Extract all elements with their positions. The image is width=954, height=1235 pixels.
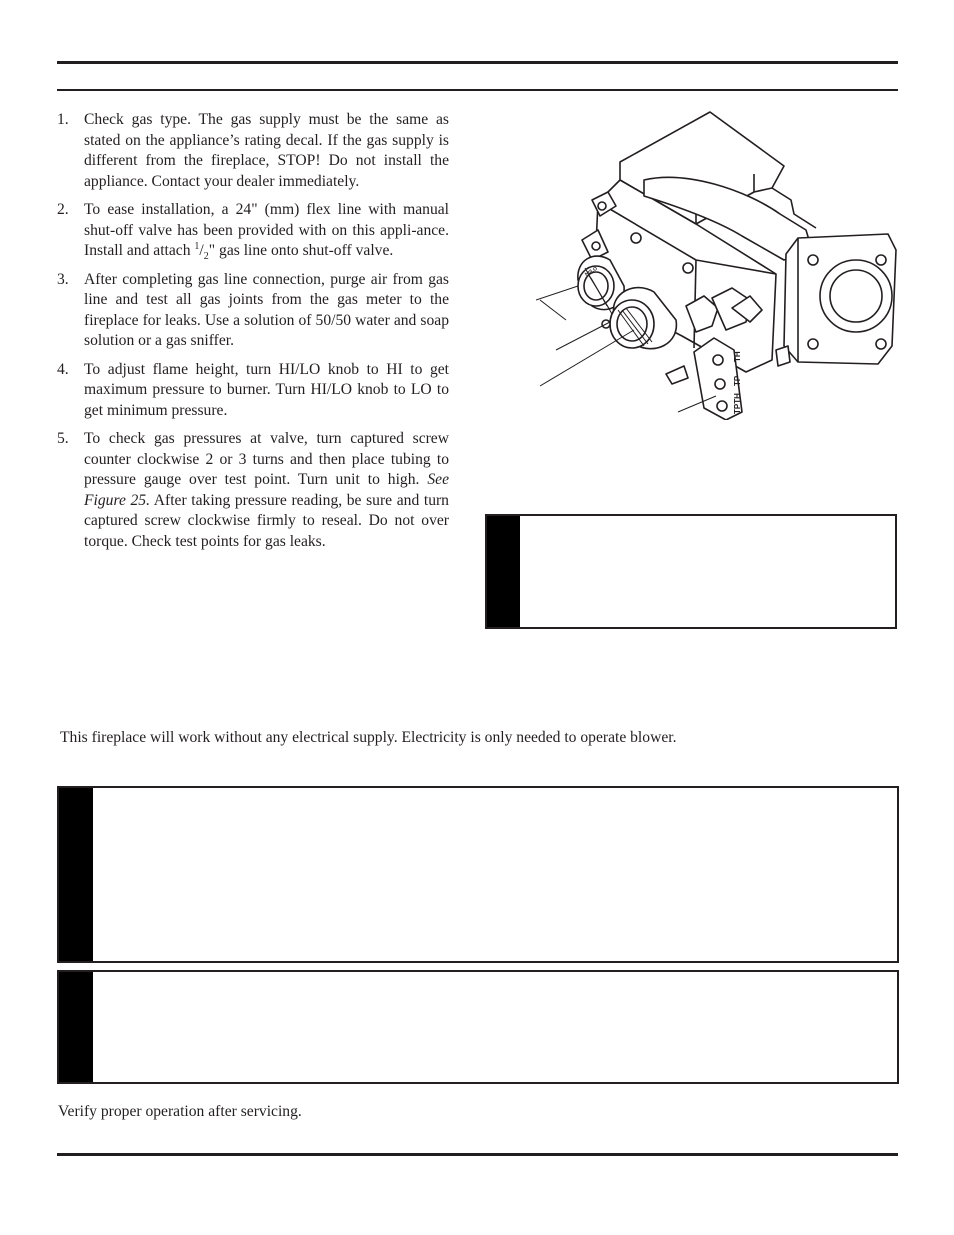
step-text: After completing gas line connection, purge air from gas line and test all gas joints from the gas meter to the fireplace for leaks. Use a solution of 50/50 water and soap solution or a gas sniffer. <box>84 270 449 349</box>
step-item <box>57 360 449 422</box>
step-text: Check gas type. The gas supply must be the same as stated on the appliance’s rating decal. If the gas supply is different from the fireplace, STOP! Do not install the appliance. Contact your dealer immediately. <box>84 111 449 190</box>
step-number: 4. <box>57 360 69 378</box>
step-text-continued: After taking pressure reading, be sure and turn captured screw clockwise firmly to reseal. Do not over torque. Check test points for gas leaks. <box>84 491 449 550</box>
step-item <box>57 270 449 352</box>
callout-bar <box>487 516 520 627</box>
step-text: To adjust flame height, turn HI/LO knob to HI to get maximum pressure to burner. Turn HI/LO knob to LO to get minimum pressure. <box>84 360 449 419</box>
step-text: To ease installation, a 24" (mm) flex line with manual shut-off valve has been provided with on this appli-ance. Install and attach <box>84 201 449 259</box>
callout-bar <box>59 788 93 961</box>
header-top-rule <box>57 61 898 64</box>
step-item <box>57 429 449 552</box>
fraction-separator: / <box>199 242 204 259</box>
step-item <box>57 110 449 192</box>
step-number: 5. <box>57 430 69 447</box>
callout-box <box>485 514 897 629</box>
installation-steps-list <box>57 110 449 560</box>
step-number: 3. <box>57 270 69 288</box>
callout-box <box>57 786 899 963</box>
fraction-denominator: 2 <box>203 251 209 263</box>
step-text: To check gas pressures at valve, turn captured screw counter clockwise 2 or 3 turns and then place tubing to pressure gauge over test point. Turn unit to high. <box>84 430 449 488</box>
step-number: 2. <box>57 201 69 218</box>
step-number: 1. <box>57 111 69 128</box>
step-text-continued: " gas line onto shut-off valve. <box>208 242 394 259</box>
callout-bar <box>59 972 93 1082</box>
knob-label: HI/LO <box>584 265 599 278</box>
terminal-label-tp: TP <box>733 375 742 386</box>
footer-rule <box>57 1153 898 1156</box>
electrical-note: This fireplace will work without any electrical supply. Electricity is only needed to operate blower. <box>60 729 677 746</box>
gas-valve-illustration <box>536 110 898 420</box>
figure-reference: See Figure 25. <box>84 471 449 509</box>
fraction-numerator: 1 <box>194 240 200 252</box>
terminal-label-th: TH <box>733 351 742 362</box>
header-bottom-rule <box>57 89 898 91</box>
step-item <box>57 200 449 262</box>
callout-box <box>57 970 899 1084</box>
verify-note: Verify proper operation after servicing. <box>58 1103 302 1120</box>
terminal-label-tpth: TPTH <box>733 393 742 414</box>
